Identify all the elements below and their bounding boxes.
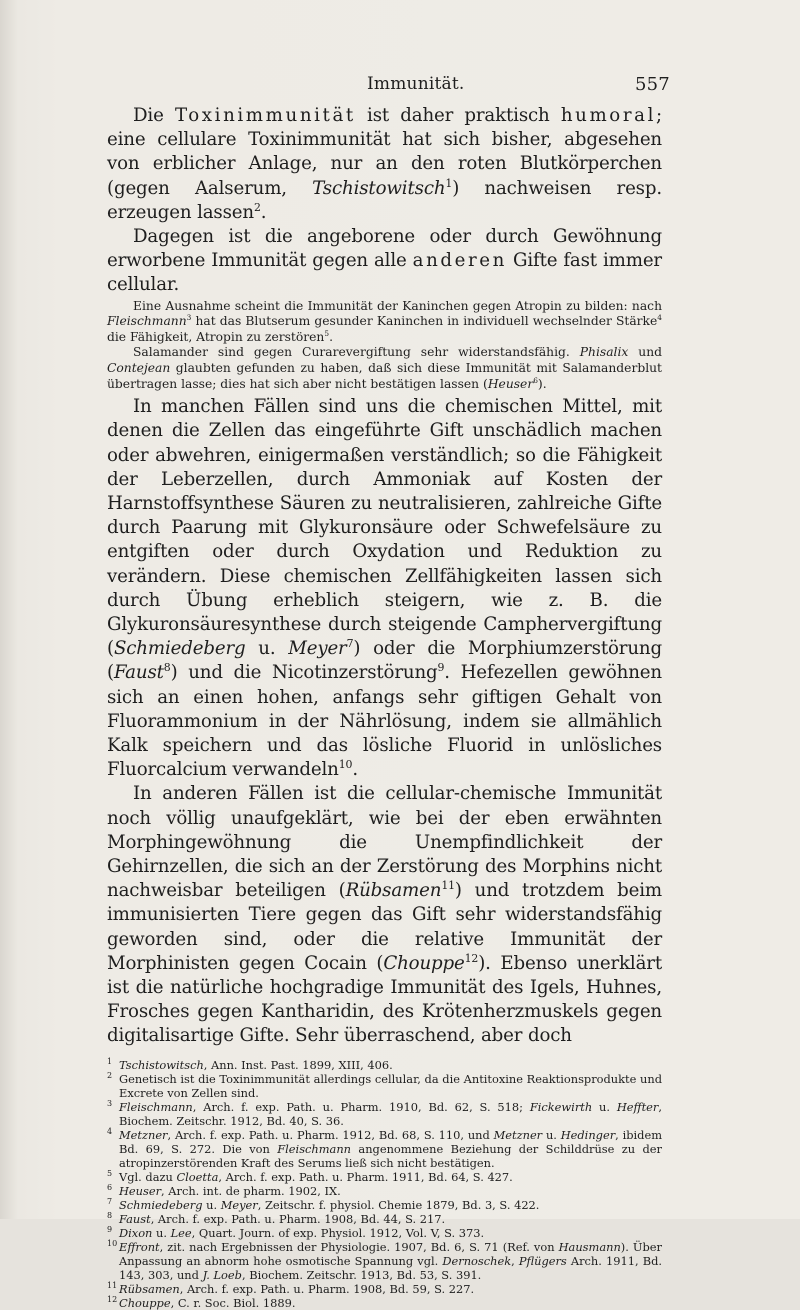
footnote-number: 9 [107,1224,113,1234]
footnote-text: , Arch. f. exp. Path. u. Pharm. 1911, Bd. 64, S. 427. [218,1169,513,1184]
paragraph-toxinimmunitaet: Die Toxinimmunität ist daher praktisch humoral; eine cellulare Toxinimmunität hat sich bisher, abgesehen von erblicher Anlage, nur an den roten Blutkörperchen (gegen Aalserum, Tschistowitsch$^1$) nachweisen resp. erzeugen lassen$^2$. [107,105,662,223]
small-paragraph-atropin: Eine Ausnahme scheint die Immunität der Kaninchen gegen Atropin zu bilden: nach Fleischmann$^3$ hat das Blutserum gesunder Kaninchen in individuell wechselnder Stärke$^4$ die Fähigkeit, Atropin zu zerstören$^5$. [107,298,662,344]
paragraph-cellular-chemische-immunitaet: In anderen Fällen ist die cellular-chemische Immunität noch völlig unaufgeklärt, wie bei der eben erwähnten Morphingewöhnung die Unempfindlichkeit der Gehirnzellen, die sich an der Zerstörung des Morphins nicht nachweisbar beteiligen (Rübsamen$^{11}$) und trotzdem beim immunisierten Tiere gegen das Gift sehr widerstandsfähig geworden sind, oder die relative Immunität der Morphinisten gegen Cocain (Chouppe$^{12}$). Ebenso unerklärt ist die natürliche hochgradige Immunität des Igels, Huhnes, Frosches gegen Kantharidin, des Krötenherzmuskels gegen digitalisartige Gifte. Sehr überraschend, aber doch [107,783,663,1047]
footnote-author: Hausmann [558,1239,621,1254]
footnote-author: Heuser [119,1183,162,1198]
footnote-author: Meyer [220,1197,258,1212]
footnote-number: 6 [107,1182,113,1192]
footnote-ref: 3 [186,313,192,323]
footnote-text: , Quart. Journ. of exp. Physiol. 1912, Vol. V, S. 373. [191,1225,485,1240]
footnote-author: J. Loeb [202,1267,242,1282]
footnote [107,1128,662,1170]
footnote-author: Fickewirth [529,1099,593,1114]
page-header [0,68,800,98]
footnote-author: Schmiedeberg [119,1197,203,1212]
footnote-number: 3 [107,1098,113,1108]
page-content [107,104,662,1310]
footnote-text: , Arch. f. exp. Path. u. Pharm. 1912, Bd. 68, S. 110, und [167,1127,494,1142]
footnote-author: Dernoschek [442,1253,512,1268]
footnotes [107,1058,662,1310]
footnote-text: u. [592,1099,617,1114]
footnote-ref: 4 [657,313,662,323]
footnote-ref: 10 [338,758,353,772]
footnote-ref: 12 [464,951,479,965]
footnote [107,1170,662,1184]
page-number: 557 [635,74,670,95]
footnote-number: 7 [107,1196,113,1206]
footnote-ref: 9 [437,661,445,675]
footnote-text: , Ann. Inst. Past. 1899, XIII, 406. [203,1057,393,1072]
footnote-text: , Biochem. Zeitschr. 1913, Bd. 53, S. 391. [241,1267,482,1282]
footnote-author: Fleischmann [119,1099,193,1114]
footnote-number: 10 [107,1238,118,1248]
footnote-text: u. [202,1197,221,1212]
footnote-text: , Biochem. Zeitschr. 1912, Bd. 40, S. 36. [119,1099,662,1128]
footnote-author: Metzner [119,1127,168,1142]
footnote-author: Heffter [616,1099,659,1114]
footnote-author: Tschistowitsch [119,1057,204,1072]
footnote-text: , Zeitschr. f. physiol. Chemie 1879, Bd. 3, S. 422. [257,1197,540,1212]
footnote [107,1072,662,1100]
footnote-text: u. [542,1127,561,1142]
footnote [107,1296,662,1310]
footnote-ref: 8 [163,661,171,675]
footnote-text: , ibidem Bd. 69, S. 272. Die von [119,1127,662,1156]
footnote-author: Hedinger [560,1127,616,1142]
footnote-author: Metzner [493,1127,543,1142]
footnote-number: 11 [107,1280,118,1290]
small-paragraph-salamander: Salamander sind gegen Curarevergiftung sehr widerstandsfähig. Phisalix und Contejean glaubten gefunden zu haben, daß sich diese Immunität mit Salamanderblut übertragen lasse; dies hat sich aber nicht bestätigen lassen (Heuser$^6$). [107,345,662,391]
footnote-author: Chouppe [119,1295,171,1310]
footnote-number: 12 [107,1294,118,1304]
paragraph-chemische-mittel: In manchen Fällen sind uns die chemischen Mittel, mit denen die Zellen das eingeführte Gift unschädlich machen oder abwehren, einigermaßen verständlich; so die Fähigkeit der Leberzellen, durch Ammoniak auf Kosten der Harnstoffsynthese Säuren zu neutralisieren, zahlreiche Gifte durch Paarung mit Glykuronsäure oder Schwefelsäure zu entgiften oder durch Oxydation und Reduktion zu verändern. Diese chemischen Zellfähigkeiten lassen sich durch Übung erheblich steigern, wie z. B. die Glykuronsäuresynthese durch steigende Camphervergiftung (Schmiedeberg u. Meyer$^7$) oder die Morphiumzerstörung (Faust$^8$) und die Nicotinzerstörung$^9$. Hefezellen gewöhnen sich an einen hohen, anfangs sehr giftigen Gehalt von Fluorammonium in der Nährlösung, indem sie allmählich Kalk speichern und das lösliche Fluorid in unlösliches Fluorcalcium verwandeln$^{10}$. [107,396,662,781]
footnote-text: , Arch. f. exp. Path. u. Pharm. 1910, Bd. 62, S. 518; [192,1099,530,1114]
footnote-text: , zit. nach Ergebnissen der Physiologie. 1907, Bd. 6, S. 71 (Ref. von [159,1239,559,1254]
footnote-number: 2 [107,1070,113,1080]
footnote-number: 4 [107,1126,113,1136]
footnote-text: , C. r. Soc. Biol. 1889. [170,1295,296,1310]
footnote-author: Cloetta [176,1169,219,1184]
footnote-text: Genetisch ist die Toxinimmunität allerdings cellular, da die Antitoxine Reaktionsprodukte und Excrete von Zellen sind. [119,1071,662,1100]
footnote-text: , [511,1253,519,1268]
footnote [107,1100,662,1128]
footnote-text: Vgl. dazu [119,1169,177,1184]
footnote-number: 5 [107,1168,113,1178]
footnote-author: Pflügers [518,1253,567,1268]
footnote-text: Arch. 1911, Bd. 143, 303, und [119,1253,662,1282]
footnote-number: 1 [107,1056,113,1066]
footnote-ref: 2 [253,200,261,214]
running-title: Immunität. [367,74,465,94]
footnote-author: Lee [170,1225,192,1240]
paragraph-angeborene-immunitaet: Dagegen ist die angeborene oder durch Gewöhnung erworbene Immunität gegen alle anderen Gifte fast immer cellular. [107,226,662,296]
footnote-author: Dixon [119,1225,153,1240]
footnote [107,1226,662,1240]
spaced-term: Toxinimmunität [174,105,356,126]
footnote [107,1058,662,1072]
footnote-number: 8 [107,1210,113,1220]
footnote-author: Effront [119,1239,160,1254]
footnote-author: Fleischmann [277,1141,352,1156]
footnote-ref: 5 [324,328,330,338]
footnote-ref: 6 [533,375,538,385]
footnote [107,1184,662,1198]
footnote-text: u. [152,1225,171,1240]
footnote-text: , Arch. f. exp. Path. u. Pharm. 1908, Bd. 59, S. 227. [179,1281,475,1296]
footnote-text: , Arch. int. de pharm. 1902, IX. [161,1183,341,1198]
footnote-ref: 11 [441,879,455,893]
spaced-term: anderen [412,250,507,272]
footnote-ref: 7 [346,637,354,651]
footnote-ref: 1 [445,176,453,190]
footnote-text: ). Über Anpassung an abnorm hohe osmotische Spannung vgl. [119,1239,662,1268]
footnote-text: angenommene Beziehung der Schilddrüse zu der atropinzerstörenden Kraft des Serums ließ sich nicht bestätigen. [119,1141,662,1170]
footnote-text: , Arch. f. exp. Path. u. Pharm. 1908, Bd. 44, S. 217. [150,1211,446,1226]
footnote-author: Rübsamen [119,1281,180,1296]
spaced-term: humoral [560,105,657,126]
footnote [107,1282,662,1296]
footnote [107,1198,662,1212]
footnote-author: Faust [119,1211,151,1226]
footnote [107,1240,662,1282]
